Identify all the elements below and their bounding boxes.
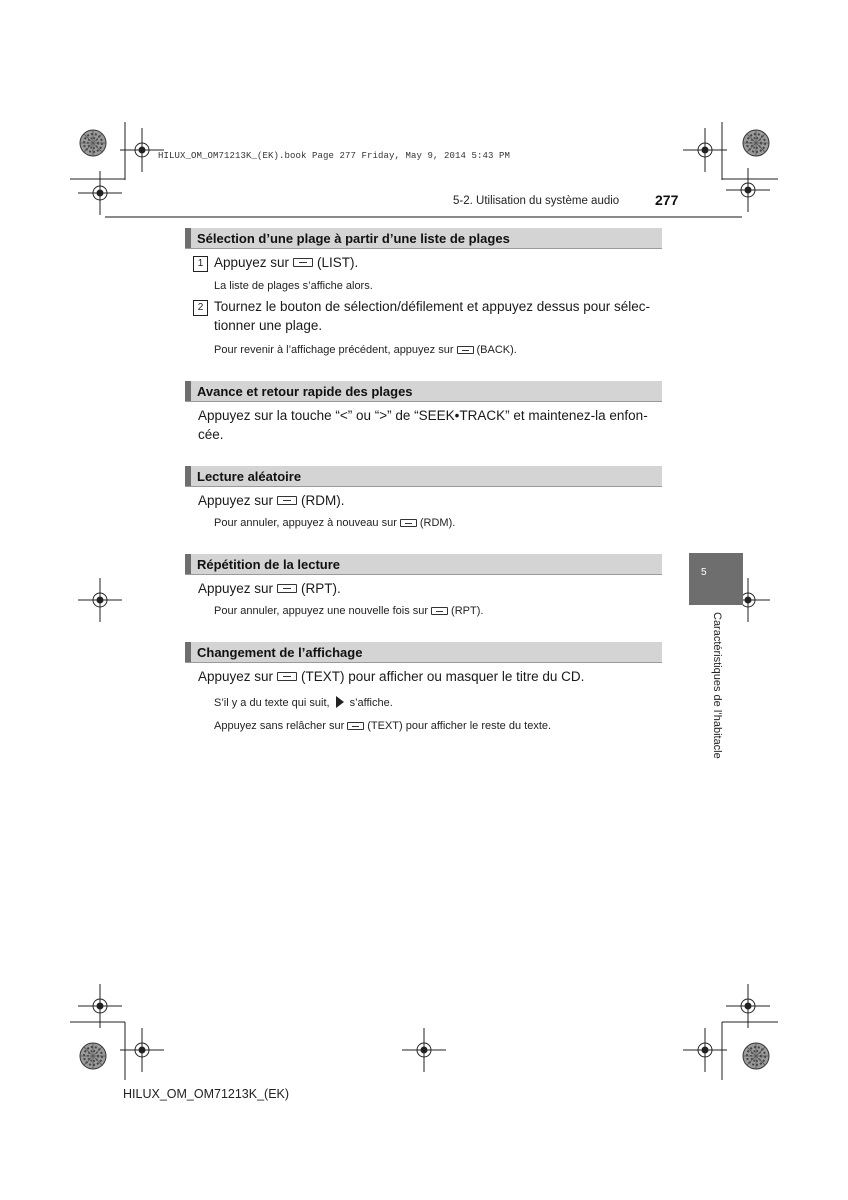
body-pre: Appuyez sur [198, 669, 274, 684]
note-post: (BACK). [476, 344, 517, 356]
print-info: HILUX_OM_OM71213K_(EK).book Page 277 Friday, May 9, 2014 5:43 PM [158, 151, 511, 161]
section-title: Sélection d’une plage à partir d’une liste de plages [197, 231, 510, 246]
crosshair-icon [78, 578, 122, 622]
crosshair-icon [683, 128, 727, 172]
back-button-icon [457, 346, 474, 354]
crosshair-icon [726, 168, 770, 212]
header-section-title: 5-2. Utilisation du système audio [453, 195, 620, 207]
heading-bar [185, 381, 191, 401]
body-line: Appuyez sur la touche “<” ou “>” de “SEEK•TRACK” et maintenez-la enfon- [198, 408, 648, 423]
step-text-line: tionner une plage. [214, 318, 323, 333]
chapter-tab [689, 553, 743, 605]
section-title: Lecture aléatoire [197, 469, 302, 484]
note-pre: Pour annuler, appuyez à nouveau sur [214, 517, 397, 529]
section-heading [185, 554, 662, 575]
section-heading [185, 381, 662, 402]
note-post: (RPT). [451, 605, 484, 617]
crosshair-icon [683, 1028, 727, 1072]
section-heading [185, 466, 662, 487]
section-title: Répétition de la lecture [197, 557, 341, 572]
note [214, 605, 483, 617]
crosshair-icon [78, 984, 122, 1028]
heading-bar [185, 642, 191, 662]
note [214, 720, 551, 732]
heading-bar [185, 228, 191, 248]
rdm-button-icon [400, 519, 417, 527]
step-text-pre: Appuyez sur [214, 255, 290, 270]
crosshair-icon [120, 128, 164, 172]
body-post: (TEXT) pour afficher ou masquer le titre du CD. [301, 669, 585, 684]
page-number: 277 [655, 192, 679, 208]
body-post: (RPT). [301, 581, 341, 596]
body-line [198, 491, 345, 511]
heading-bar [185, 554, 191, 574]
body-line [198, 667, 584, 687]
step-note [214, 344, 517, 356]
text-button-icon [347, 722, 364, 730]
note-post: (RDM). [419, 517, 456, 529]
section-heading [185, 228, 662, 249]
body-pre: Appuyez sur [198, 493, 274, 508]
body-post: (RDM). [301, 493, 345, 508]
body-line [198, 579, 341, 599]
header-rule [105, 216, 742, 218]
right-arrow-icon [336, 696, 344, 708]
text-button-icon [277, 672, 297, 681]
note-pre: Pour revenir à l’affichage précédent, appuyez sur [214, 344, 454, 356]
note-post: (TEXT) pour afficher le reste du texte. [367, 720, 552, 732]
section-title: Changement de l’affichage [197, 645, 363, 660]
crosshair-icon [78, 171, 122, 215]
star-target-icon [743, 1043, 769, 1069]
note-pre: Pour annuler, appuyez une nouvelle fois sur [214, 605, 429, 617]
section-heading [185, 642, 662, 663]
crosshair-icon [120, 1028, 164, 1072]
note [214, 517, 455, 529]
chapter-label: Caractéristiques de l’habitacle [711, 612, 723, 759]
body-line: cée. [198, 427, 224, 442]
list-button-icon [293, 258, 313, 267]
chapter-number: 5 [701, 567, 707, 578]
footer-code: HILUX_OM_OM71213K_(EK) [123, 1087, 290, 1101]
star-target-icon [80, 1043, 106, 1069]
step-text-line: Tournez le bouton de sélection/défilement et appuyez dessus pour sélec- [214, 299, 651, 314]
step-text-post: (LIST). [317, 255, 359, 270]
rpt-button-icon [431, 607, 448, 615]
note-pre: Appuyez sans relâcher sur [214, 720, 345, 732]
step-note: La liste de plages s’affiche alors. [214, 280, 373, 292]
note-pre: S’il y a du texte qui suit, [214, 696, 330, 709]
note-post: s’affiche. [349, 696, 393, 709]
step-number: 2 [193, 300, 208, 316]
rpt-button-icon [277, 584, 297, 593]
note [214, 696, 393, 710]
rdm-button-icon [277, 496, 297, 505]
crosshair-icon [726, 984, 770, 1028]
crosshair-icon [402, 1028, 446, 1072]
section-title: Avance et retour rapide des plages [197, 384, 413, 399]
heading-bar [185, 466, 191, 486]
star-target-icon [80, 130, 106, 156]
body-pre: Appuyez sur [198, 581, 274, 596]
step-number: 1 [193, 256, 208, 272]
star-target-icon [743, 130, 769, 156]
step-text [214, 253, 358, 273]
